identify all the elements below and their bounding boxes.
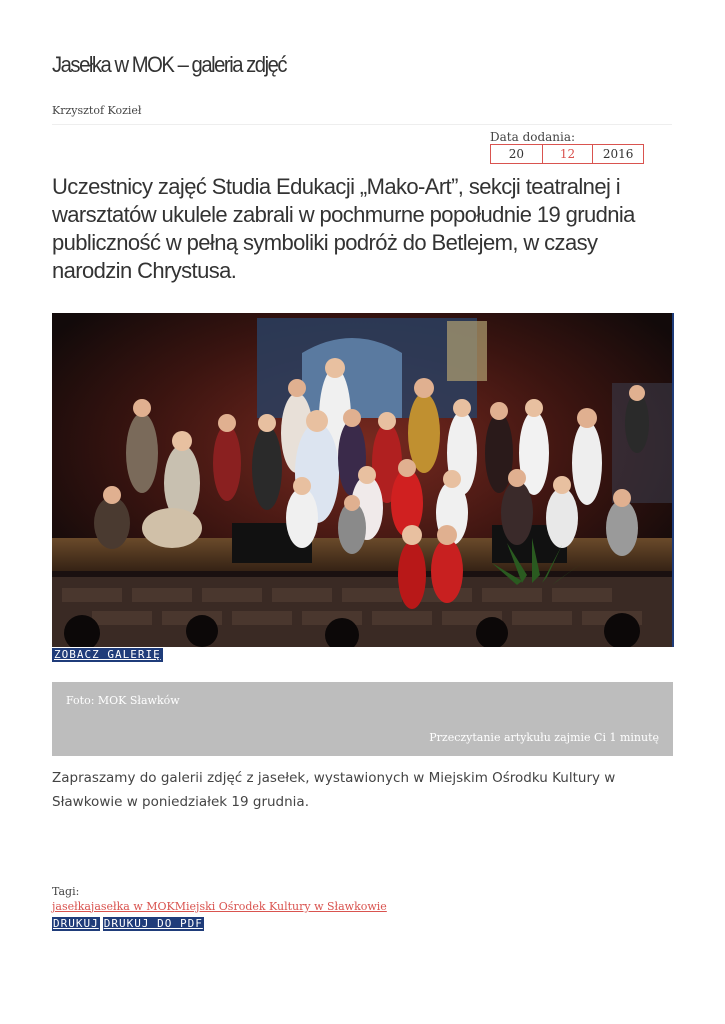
date-month: 12 [542,145,593,163]
tags-label: Tagi: [52,885,80,898]
date-box [490,144,644,164]
print-actions [52,917,204,931]
nativity-play-photo [52,313,674,647]
tag-link[interactable]: Miejski Ośrodek Kultury w Sławkowie [174,900,387,913]
print-pdf-button[interactable]: DRUKUJ DO PDF [103,917,203,930]
print-button[interactable]: DRUKUJ [53,917,99,930]
photo-caption-bar [52,682,673,756]
article-body: Zapraszamy do galerii zdjęć z jasełek, wystawionych w Miejskim Ośrodku Kultury w Sławkowie w poniedziałek 19 grudnia. [52,770,616,810]
date-year: 2016 [592,145,643,163]
reading-time: Przeczytanie artykułu zajmie Ci 1 minutę [429,731,659,744]
author-name: Krzysztof Kozieł [52,104,142,117]
article-photo[interactable] [52,313,674,647]
tag-link[interactable]: jasełka [52,900,91,913]
divider [52,124,672,125]
tag-list [52,900,387,913]
tag-link[interactable]: jasełka w MOK [90,900,175,913]
date-day: 20 [508,147,524,161]
photo-credit: Foto: MOK Sławków [66,694,180,707]
gallery-link[interactable]: ZOBACZ GALERIĘ [54,648,161,661]
article-lead: Uczestnicy zajęć Studia Edukacji „Mako-Art”, sekcji teatralnej i warsztatów ukulele zabrali w pochmurne popołudnie 19 grudnia publiczność w pełną symboliki podróż do Betlejem, w czasy narodzin Chrystusa. [52,174,635,283]
article-title: Jasełka w MOK – galeria zdjęć [52,52,287,77]
date-label: Data dodania: [490,130,576,144]
